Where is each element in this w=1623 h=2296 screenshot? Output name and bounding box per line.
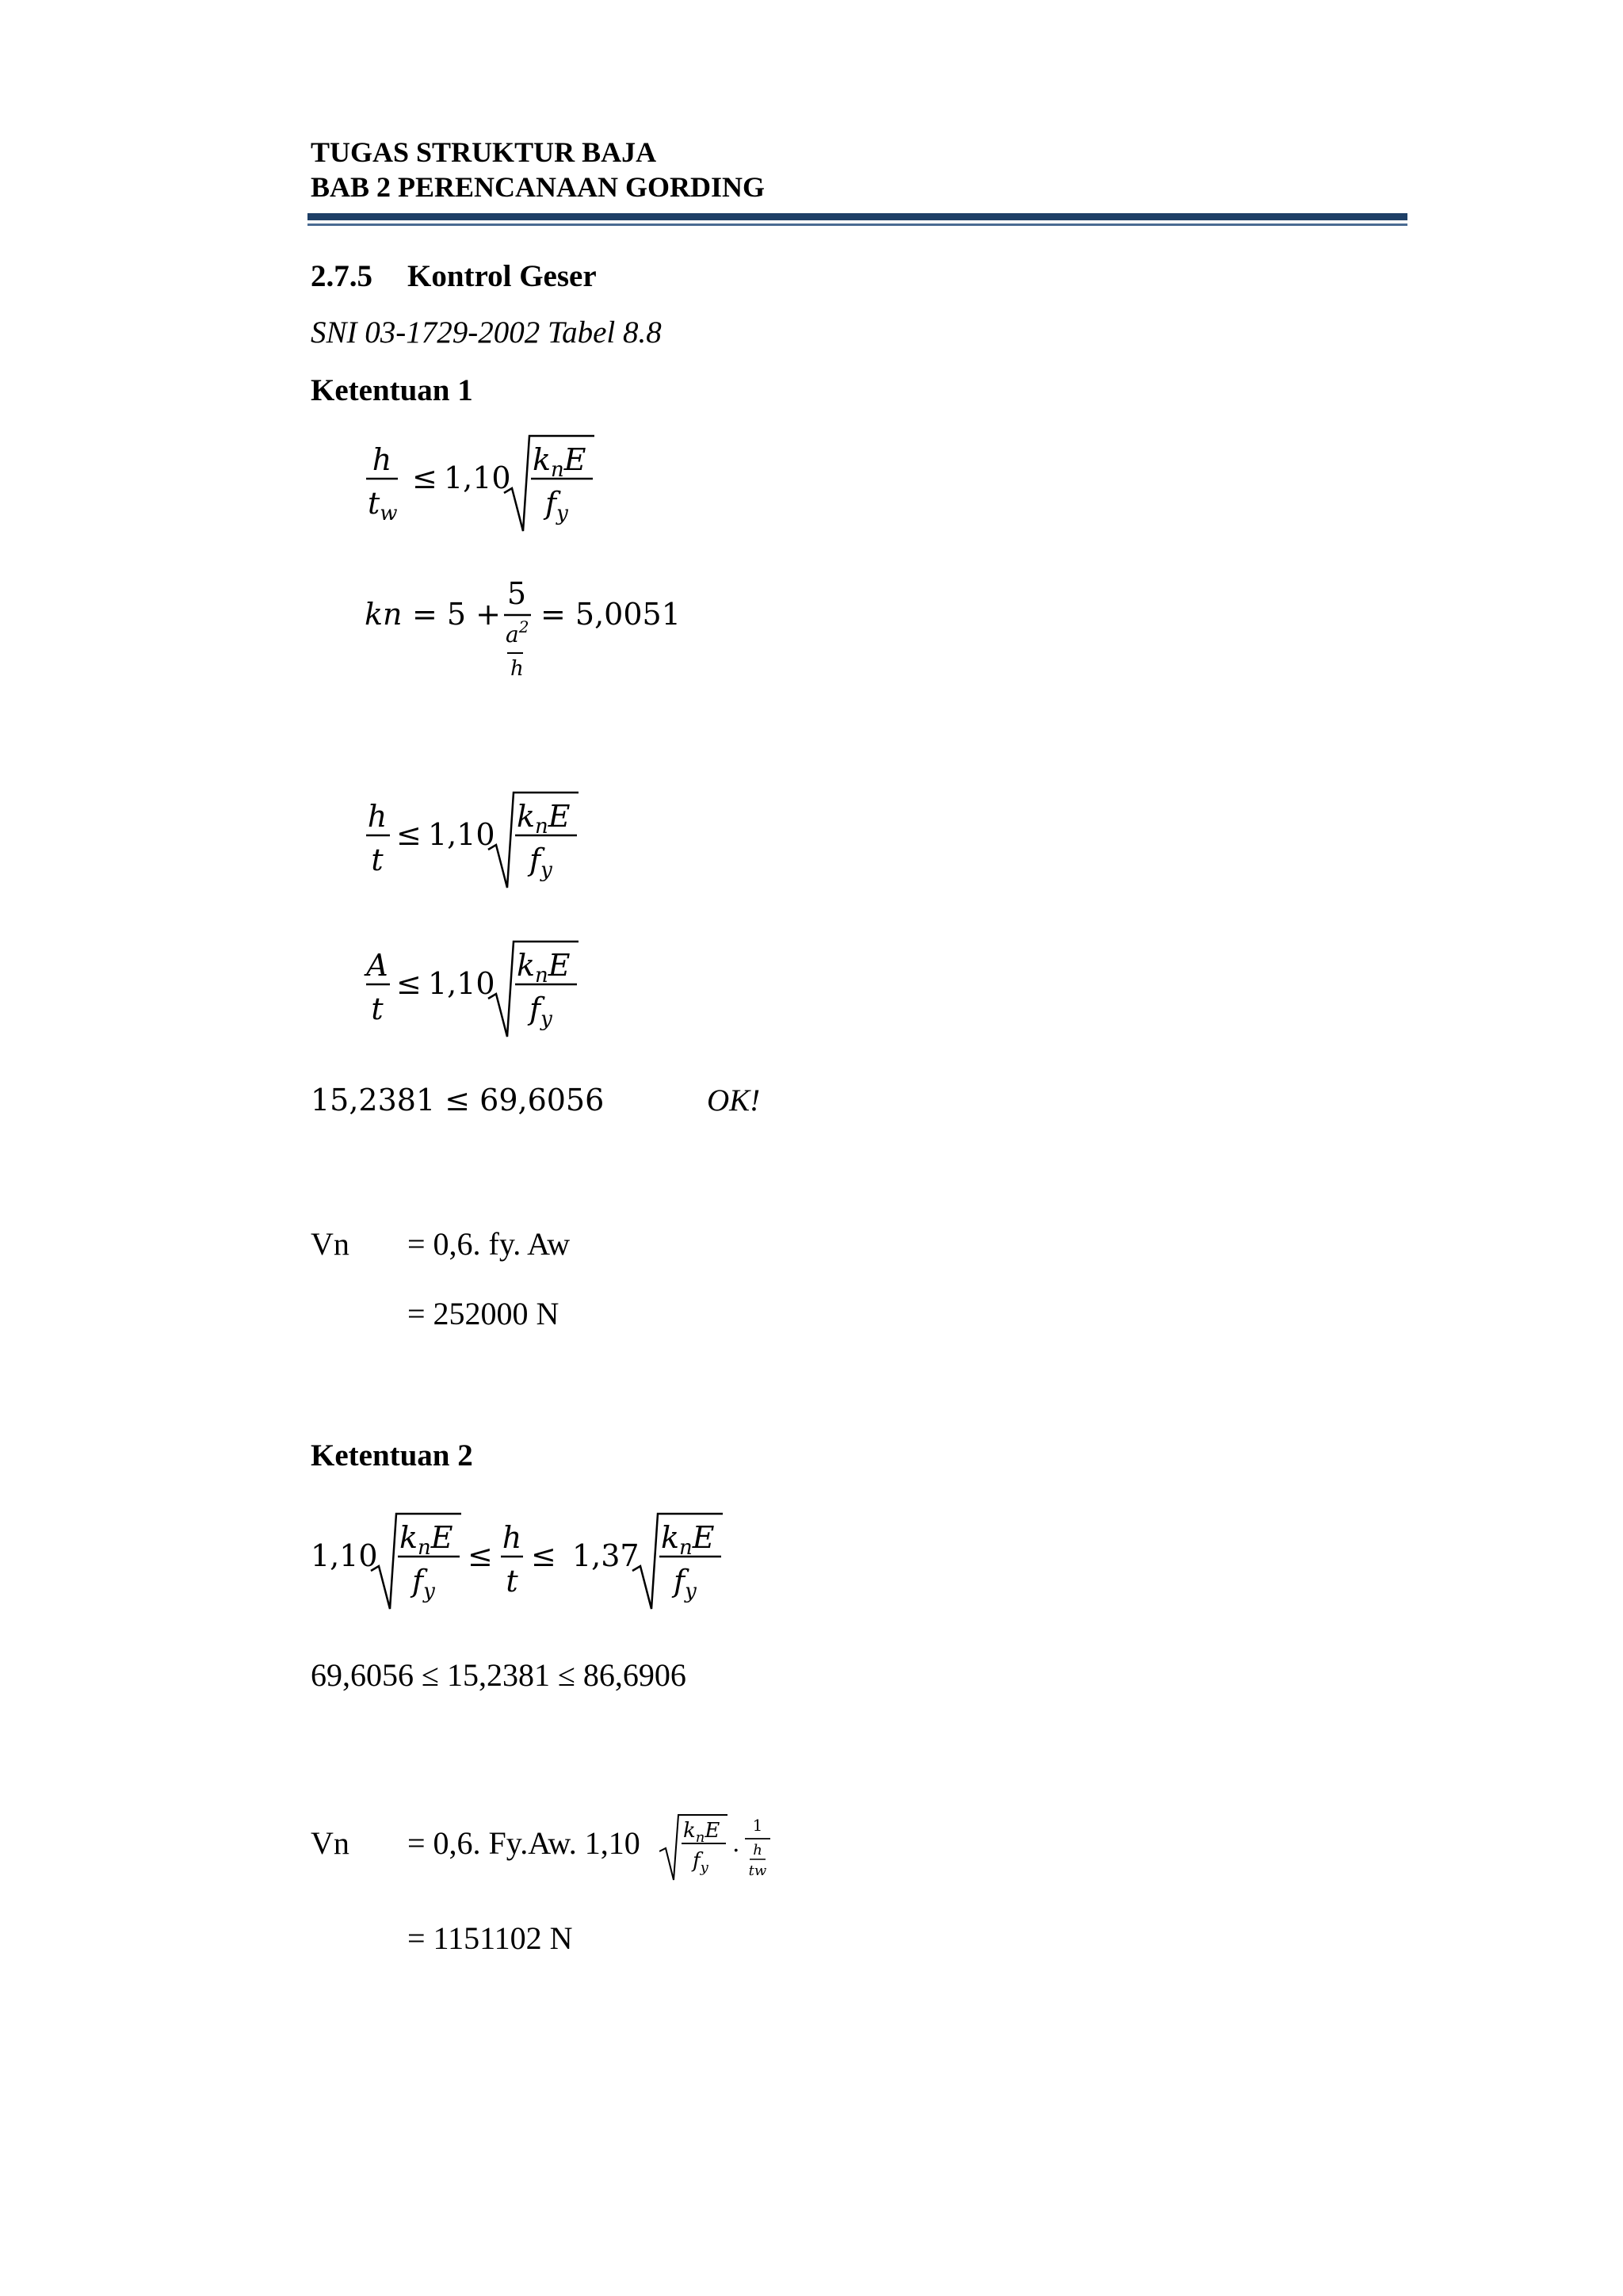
svg-text:knE: $k_nE$ — [517, 948, 571, 988]
svg-text:a2: $a^2$ — [506, 617, 529, 648]
svg-text:knE: $k_nE$ — [517, 799, 571, 839]
svg-text:fy: $f_y$ — [674, 1564, 697, 1603]
svg-text:t: t — [371, 991, 384, 1026]
svg-text:fy: $f_y$ — [545, 486, 568, 525]
svg-text:≤: ≤ — [396, 817, 422, 852]
svg-text:knE: $k_nE$ — [533, 442, 586, 482]
section-reference: SNI 03-1729-2002 Tabel 8.8 — [311, 315, 662, 350]
svg-text:1,10: 1,10 — [428, 966, 495, 1001]
svg-text:1,10: 1,10 — [311, 1538, 378, 1573]
svg-text:knE: $k_nE$ — [399, 1520, 453, 1560]
svg-text:kn: kn — [365, 597, 403, 632]
svg-text:h: h — [510, 657, 524, 681]
comparison-2: 69,6056 ≤ 15,2381 ≤ 86,6906 — [311, 1657, 686, 1693]
svg-text:fy: $f_y$ — [693, 1849, 708, 1876]
svg-text:t: t — [371, 842, 384, 877]
ketentuan2-heading: Ketentuan 2 — [311, 1438, 473, 1473]
equation-shear-ratio-1 — [357, 428, 618, 547]
svg-text:h: h — [502, 1520, 522, 1555]
svg-text:fy: $f_y$ — [529, 842, 552, 882]
vn-label-2: Vn — [311, 1825, 349, 1861]
svg-text:fy: $f_y$ — [529, 991, 552, 1031]
svg-text:tw: tw — [748, 1862, 767, 1879]
section-title: Kontrol Geser — [407, 259, 597, 293]
le-symbol: ≤ — [412, 460, 437, 495]
svg-text:h: h — [367, 799, 388, 834]
svg-text:= 5,0051: = 5,0051 — [540, 597, 681, 632]
vn-label-1: Vn — [311, 1226, 349, 1262]
svg-text:A: A — [366, 948, 388, 983]
svg-text:h: h — [753, 1842, 762, 1859]
svg-text:≤: ≤ — [531, 1538, 556, 1573]
svg-text:fy: $f_y$ — [412, 1564, 435, 1603]
header-subtitle: BAB 2 PERENCANAAN GORDING — [311, 171, 766, 203]
equation-shear-ratio-3 — [357, 934, 618, 1052]
svg-text:knE: $k_nE$ — [661, 1520, 715, 1560]
svg-text:t: t — [506, 1564, 518, 1599]
svg-text:1,37: 1,37 — [572, 1538, 640, 1573]
svg-text:≤: ≤ — [468, 1538, 493, 1573]
svg-text:knE: $k_nE$ — [683, 1819, 720, 1846]
vn-value-1: = 252000 N — [407, 1296, 559, 1331]
svg-text:5: 5 — [506, 576, 527, 611]
header-divider-thin — [307, 223, 1407, 226]
vn-value-2: = 1151102 N — [407, 1920, 573, 1956]
comparison-1: 15,2381 ≤ 69,6056 — [311, 1083, 605, 1117]
svg-text:≤: ≤ — [396, 966, 422, 1001]
vn-formula-1: = 0,6. fy. Aw — [407, 1226, 571, 1262]
svg-text:tw: $t_w$ — [368, 486, 398, 525]
vn-formula-2-tail — [659, 1807, 786, 1894]
svg-text:.: . — [732, 1830, 740, 1858]
ketentuan1-heading: Ketentuan 1 — [311, 373, 473, 407]
svg-text:1,10: 1,10 — [428, 817, 495, 852]
status-ok: OK! — [707, 1083, 761, 1117]
header-divider — [307, 213, 1407, 220]
coef: 1,10 — [444, 460, 511, 495]
svg-text:= 5 +: = 5 + — [412, 597, 502, 632]
section-number: 2.7.5 — [311, 259, 372, 293]
equation-kn — [365, 571, 697, 690]
vn-formula-2: = 0,6. Fy.Aw. 1,10 — [407, 1825, 640, 1861]
svg-text:1: 1 — [752, 1816, 763, 1835]
equation-shear-ratio-2 — [357, 785, 618, 904]
header-title: TUGAS STRUKTUR BAJA — [311, 136, 657, 168]
equation-ketentuan2-range — [307, 1506, 735, 1625]
svg-text:h: h — [372, 442, 392, 477]
